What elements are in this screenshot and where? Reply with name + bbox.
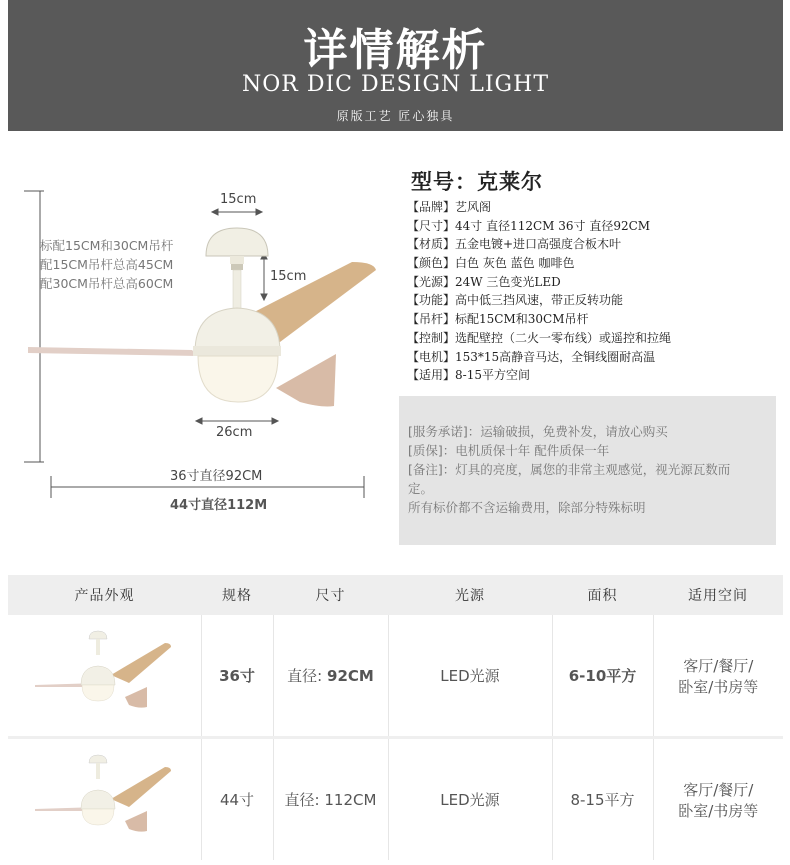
- size-value: 92CM: [327, 667, 374, 685]
- header-area: 面积: [552, 575, 653, 615]
- product-thumbnail: [8, 615, 201, 738]
- rod-note: 配30CM吊杆总高60CM: [40, 276, 174, 291]
- fan-thumbnail-image: [29, 753, 179, 843]
- room-line: 卧室/书房等: [678, 801, 759, 820]
- canopy-dimension-line: [212, 209, 262, 215]
- room-line: 客厅/餐厅/: [683, 656, 754, 675]
- model-heading: 型号：克莱尔: [411, 170, 543, 194]
- body-dimension-label: 26cm: [216, 425, 253, 440]
- spec-item: 【适用】8-15平方空间: [407, 368, 530, 383]
- size-value: 112CM: [324, 791, 377, 809]
- room-line: 卧室/书房等: [678, 677, 759, 696]
- spec-item: 【材质】五金电镀+进口高强度合板木叶: [407, 237, 622, 252]
- spec-item: 【吊杆】标配15CM和30CM吊杆: [407, 312, 589, 327]
- tagline: 原版工艺 匠心独具: [336, 109, 455, 123]
- header-spec: 规格: [201, 575, 273, 615]
- room-cell: [653, 615, 783, 738]
- rod-dimension-label: 15cm: [270, 269, 307, 284]
- spec-item: 【光源】24W 三色变光LED: [407, 274, 561, 289]
- header-size: 尺寸: [273, 575, 388, 615]
- size-cell: [273, 738, 388, 861]
- note-line: 所有标价都不含运输费用，除部分特殊标明: [408, 500, 646, 515]
- notes-text: [408, 422, 748, 517]
- area-cell: 6-10平方: [552, 615, 653, 738]
- product-thumbnail: [8, 738, 201, 861]
- size-cell: [273, 615, 388, 738]
- english-subtitle: NOR DIC DESIGN LIGHT: [241, 72, 549, 97]
- page-title: 详情解析: [303, 25, 488, 76]
- note-line: [服务承诺]：运输破损，免费补发，请放心购买: [408, 424, 668, 439]
- spec-item: 【功能】高中低三挡风速，带正反转功能: [407, 293, 624, 308]
- service-notes-box: [399, 396, 776, 545]
- light-cell: LED光源: [388, 615, 552, 738]
- note-line: [备注]：灯具的亮度，属您的非常主观感觉，视光源瓦数而定。: [408, 462, 731, 496]
- table-row: [8, 738, 783, 861]
- header-light: 光源: [388, 575, 552, 615]
- rod-note: 标配15CM和30CM吊杆: [40, 238, 174, 253]
- room-cell: [653, 738, 783, 861]
- spec-list: [407, 198, 671, 385]
- header-room: 适用空间: [653, 575, 783, 615]
- rod-dimension-line: [261, 253, 267, 300]
- light-cell: LED光源: [388, 738, 552, 861]
- table-header-row: [8, 575, 783, 615]
- span-36-label: 36寸直径92CM: [170, 469, 263, 484]
- note-line: [质保]：电机质保十年 配件质保一年: [408, 443, 610, 458]
- height-dimension-line: [24, 191, 44, 462]
- body-dimension-line: [196, 418, 278, 424]
- size-label: 直径:: [287, 667, 323, 685]
- rod-notes: [40, 236, 173, 293]
- canopy-dimension-label: 15cm: [220, 192, 257, 207]
- spec-item: 【电机】153*15高静音马达，全铜线圈耐高温: [407, 349, 656, 364]
- rod-note: 配15CM吊杆总高45CM: [40, 257, 174, 272]
- product-spec-table: [8, 575, 783, 860]
- area-cell: 8-15平方: [552, 738, 653, 861]
- room-line: 客厅/餐厅/: [683, 780, 754, 799]
- fan-thumbnail-image: [29, 629, 179, 719]
- size-label: 直径:: [284, 791, 320, 809]
- span-44-label: 44寸直径112M: [170, 498, 268, 513]
- spec-item: 【尺寸】44寸 直径112CM 36寸 直径92CM: [407, 218, 651, 233]
- spec-item: 【颜色】白色 灰色 蓝色 咖啡色: [407, 256, 575, 271]
- spec-item: 【控制】选配壁控（二火一零布线）或遥控和拉绳: [407, 330, 672, 345]
- table-row: [8, 615, 783, 738]
- spec-cell: 44寸: [201, 738, 273, 861]
- spec-cell: 36寸: [201, 615, 273, 738]
- spec-item: 【品牌】艺风阁: [407, 200, 492, 214]
- header-appearance: 产品外观: [8, 575, 201, 615]
